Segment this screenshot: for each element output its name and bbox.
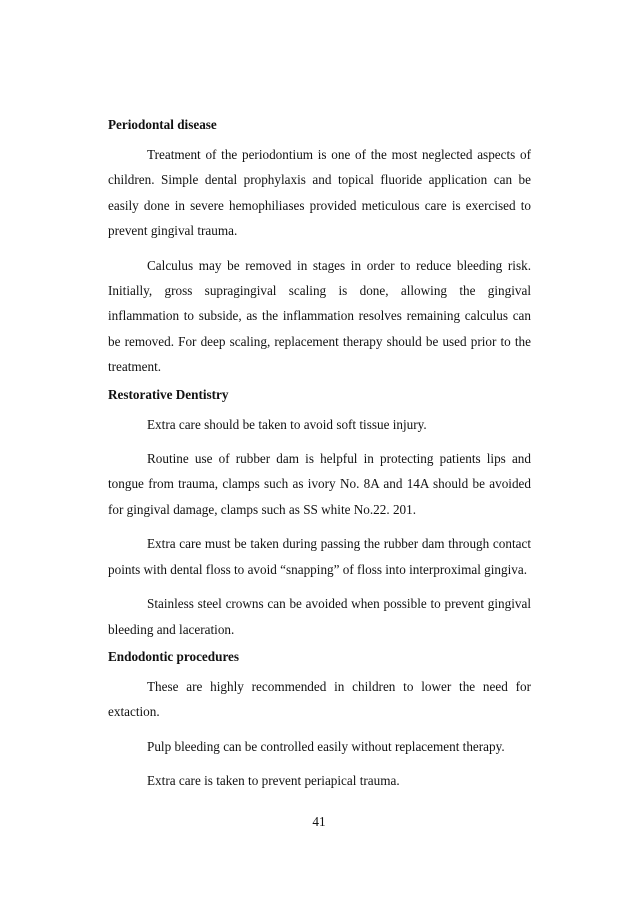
paragraph: These are highly recommended in children to lower the need for extaction. — [108, 678, 531, 720]
section-restorative-dentistry — [108, 382, 531, 642]
paragraph: Extra care must be taken during passing the rubber dam through contact points with dental floss to avoid “snapping” of floss into interproximal gingiva. — [108, 536, 531, 577]
paragraph: Routine use of rubber dam is helpful in protecting patients lips and tongue from trauma, clamps such as ivory No. 8A and 14A should be avoided for gingival damage, clamps such as SS white No.22. 201. — [108, 451, 531, 517]
document-body — [108, 112, 531, 803]
paragraph: Calculus may be removed in stages in order to reduce bleeding risk. Initially, gross supragingival scaling is done, allowing the gingival inflammation to subside, as the inflammation resolves remaining calculus can be removed. For deep scaling, replacement therapy should be used prior to the treatment. — [108, 257, 531, 375]
section-heading: Restorative Dentistry — [108, 386, 229, 402]
paragraph: Stainless steel crowns can be avoided when possible to prevent gingival bleeding and laceration. — [108, 596, 531, 637]
paragraph: Pulp bleeding can be controlled easily without replacement therapy. — [147, 738, 505, 754]
paragraph: Extra care is taken to prevent periapical trauma. — [147, 773, 400, 789]
paragraph: Treatment of the periodontium is one of the most neglected aspects of children. Simple dental prophylaxis and topical fluoride application can be easily done in severe hemophiliases provided meticulous care is exercised to prevent gingival trauma. — [108, 147, 531, 239]
paragraph: Extra care should be taken to avoid soft tissue injury. — [147, 416, 427, 432]
section-heading: Periodontal disease — [108, 117, 217, 132]
section-endodontic-procedures — [108, 644, 531, 794]
section-heading: Endodontic procedures — [108, 648, 240, 664]
page-number: 41 — [312, 814, 326, 829]
section-periodontal-disease — [108, 112, 531, 380]
